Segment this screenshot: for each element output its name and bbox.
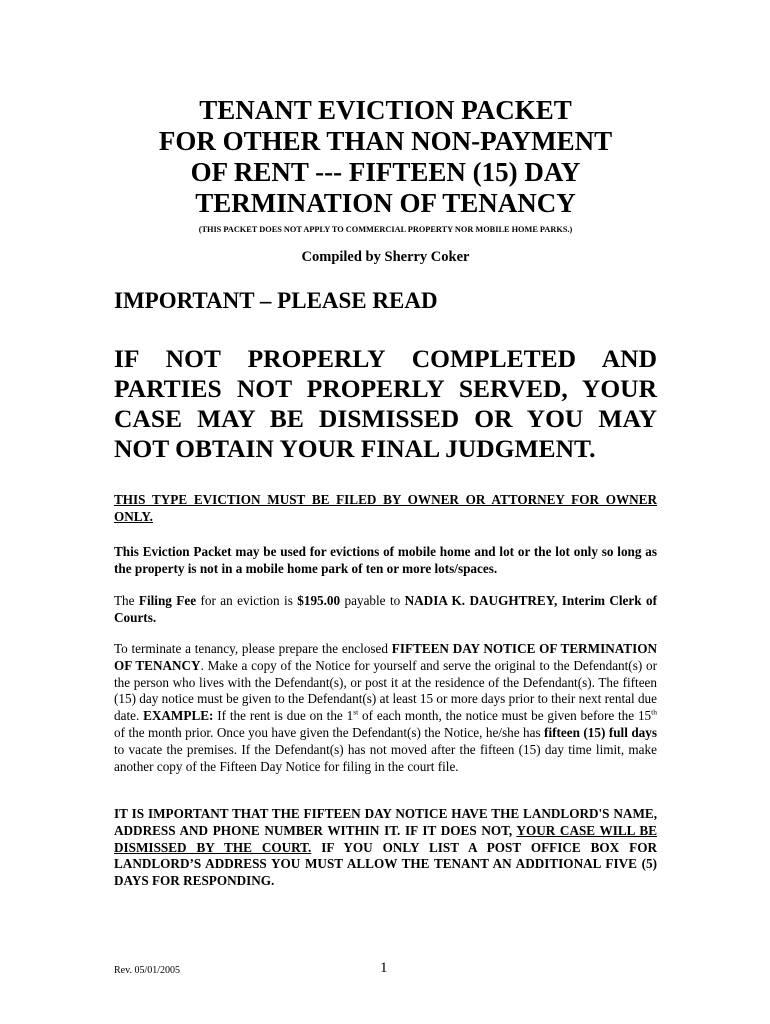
title-line-1: TENANT EVICTION PACKET: [199, 95, 572, 125]
term-example-label: EXAMPLE:: [143, 708, 214, 724]
page-number: 1: [380, 960, 388, 976]
term-text-5: of the month prior. Once you have given the Defendant(s) the Notice, he/she has: [114, 724, 545, 740]
compiled-by: Compiled by Sherry Coker: [301, 249, 470, 265]
fee-amount: $195.00: [297, 593, 341, 608]
fee-label: Filing Fee: [138, 593, 197, 608]
term-text-4: of each month, the notice must be given before the 15: [358, 708, 652, 724]
term-sup-2: th: [651, 707, 657, 717]
fee-text-3: payable to: [340, 593, 405, 608]
filing-restriction-paragraph: THIS TYPE EVICTION MUST BE FILED BY OWNER OR ATTORNEY FOR OWNER ONLY.: [114, 492, 657, 524]
fee-text-1: The: [114, 593, 139, 608]
title-line-3: OF RENT --- FIFTEEN (15) DAY: [190, 157, 581, 187]
fee-text-2: for an eviction is: [196, 593, 298, 608]
termination-instructions-paragraph: [114, 641, 657, 775]
term-text-3: If the rent is due on the 1: [213, 708, 354, 724]
term-sup-1: st: [353, 707, 359, 717]
document-title: [114, 95, 657, 219]
term-text-1: To terminate a tenancy, please prepare the enclosed: [114, 641, 392, 656]
title-line-2: FOR OTHER THAN NON-PAYMENT: [158, 126, 613, 156]
term-notice-name: FIFTEEN DAY NOTICE OF TERMINATION OF TENANCY: [114, 641, 657, 673]
important-heading: IMPORTANT – PLEASE READ: [114, 288, 438, 313]
term-text-6: to vacate the premises. If the Defendant(s) has not moved after the fifteen (15) day time limit, make another copy of the Fifteen Day Notice for filing in the court file.: [114, 741, 657, 774]
landlord-info-warning-paragraph: [114, 806, 657, 890]
term-days-highlight: fifteen (15) full days: [544, 724, 657, 740]
landlord-text-1: IT IS IMPORTANT THAT THE FIFTEEN DAY NOTICE HAVE THE LANDLORD'S NAME, ADDRESS AND PHONE NUMBER WITHIN IT. IF IT DOES NOT,: [114, 806, 657, 838]
warning-text: IF NOT PROPERLY COMPLETED AND PARTIES NOT PROPERLY SERVED, YOUR CASE MAY BE DISMISSED OR YOU MAY NOT OBTAIN YOUR FINAL JUDGMENT.: [114, 344, 657, 463]
subtitle-note: (THIS PACKET DOES NOT APPLY TO COMMERCIAL PROPERTY NOR MOBILE HOME PARKS.): [198, 225, 573, 234]
revision-date: Rev. 05/01/2005: [114, 965, 181, 976]
mobile-home-paragraph: This Eviction Packet may be used for evictions of mobile home and lot or the lot only so long as the property is not in a mobile home park of ten or more lots/spaces.: [114, 544, 657, 576]
filing-fee-paragraph: [114, 593, 657, 627]
landlord-text-2: IF YOU ONLY LIST A POST OFFICE BOX FOR LANDLORD’S ADDRESS YOU MUST ALLOW THE TENANT AN ADDITIONAL FIVE (5) DAYS FOR RESPONDING.: [114, 839, 657, 889]
term-text-2: . Make a copy of the Notice for yourself and serve the original to the Defendant(s) or the person who lives with the Defendant(s), or post it at the residence of the Defendant(s). The fifteen (15) day notice must be given to the Defendant(s) at least 15 or more days prior to their next rental due date.: [114, 657, 657, 724]
landlord-dismissal-warning: YOUR CASE WILL BE DISMISSED BY THE COURT.: [114, 822, 657, 855]
title-line-4: TERMINATION OF TENANCY: [195, 188, 576, 218]
fee-payee: NADIA K. DAUGHTREY, Interim Clerk of Courts.: [114, 593, 657, 625]
